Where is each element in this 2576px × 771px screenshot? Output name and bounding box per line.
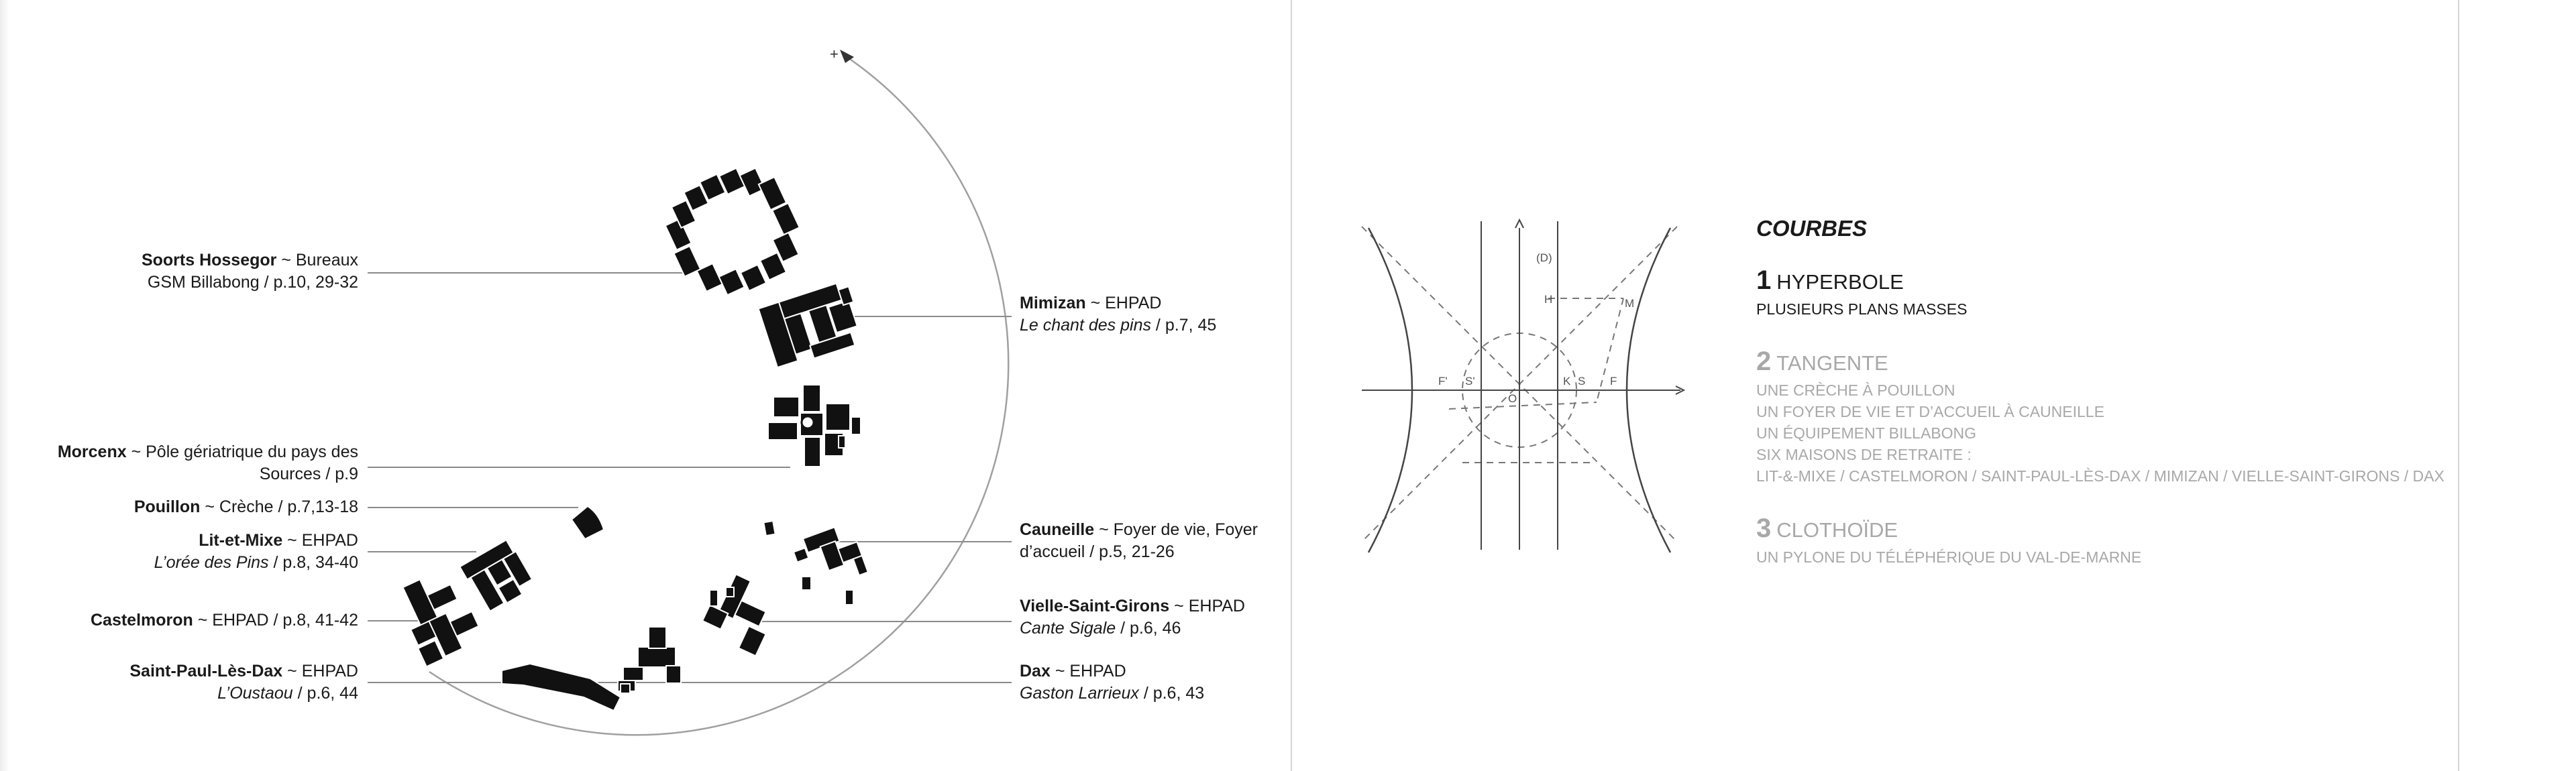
label-cauneille: Cauneille ~ Foyer de vie, Foyer d’accueil / p.5, 21-26 [1020, 520, 1258, 561]
plan-soorts-hossegor [651, 152, 815, 313]
label-saint-paul-les-dax: Saint-Paul-Lès-Dax ~ EHPAD L’Oustaou / p.6, 44 [129, 662, 358, 703]
label-lit-et-mixe: Lit-et-Mixe ~ EHPAD L’orée des Pins / p.8, 34-40 [154, 531, 358, 572]
curves-index [1756, 216, 2494, 595]
plan-morcenx [768, 385, 861, 467]
section-heading: TANGENTE [1776, 351, 1888, 375]
section-line: UNE CRÈCHE À POUILLON [1756, 381, 1955, 399]
label-morcenx: Morcenx ~ Pôle gériatrique du pays des Sources / p.9 [57, 442, 358, 483]
curves-title: COURBES [1756, 216, 1868, 241]
label-f-prime: F' [1438, 375, 1448, 388]
section-clothoide [1756, 514, 2494, 568]
plan-saint-paul-les-dax [502, 664, 621, 711]
arrangement-arc [429, 55, 1008, 735]
label-soorts-hossegor: Soorts Hossegor ~ Bureaux GSM Billabong / p.10, 29-32 [141, 251, 358, 292]
plan-dax [618, 627, 681, 691]
label-vielle-saint-girons: Vielle-Saint-Girons ~ EHPAD Cante Sigale / p.6, 46 [1020, 597, 1245, 638]
section-heading: HYPERBOLE [1776, 270, 1904, 294]
section-number: 3 [1756, 514, 1772, 543]
label-h: H [1544, 293, 1553, 306]
label-dax: Dax ~ EHPAD Gaston Larrieux / p.6, 43 [1020, 662, 1205, 703]
label-m: M [1625, 297, 1635, 310]
label-mimizan: Mimizan ~ EHPAD Le chant des pins / p.7, 45 [1020, 294, 1217, 335]
hyperbola-diagram [1362, 220, 1684, 552]
label-s-prime: S' [1465, 375, 1475, 388]
building-footprints [392, 152, 868, 711]
section-line: UN PYLONE DU TÉLÉPHÉRIQUE DU VAL-DE-MARNE [1756, 548, 2142, 566]
section-tangente [1756, 347, 2494, 487]
plan-vielle-saint-girons [698, 570, 784, 656]
label-d: (D) [1536, 251, 1552, 264]
label-o: O [1508, 392, 1517, 405]
label-k: K [1563, 375, 1571, 388]
section-line: SIX MAISONS DE RETRAITE : [1756, 446, 1972, 463]
section-hyperbole [1756, 265, 2494, 320]
label-castelmoron: Castelmoron ~ EHPAD / p.8, 41-42 [90, 611, 358, 630]
section-number: 1 [1756, 265, 1772, 295]
section-line: UN ÉQUIPEMENT BILLABONG [1756, 424, 1977, 442]
arc-start-marker: + [830, 46, 839, 62]
plan-castelmoron [392, 565, 485, 666]
section-line: UN FOYER DE VIE ET D’ACCUEIL À CAUNEILLE [1756, 403, 2104, 420]
section-number: 2 [1756, 347, 1772, 376]
label-f: F [1610, 375, 1617, 388]
label-s: S [1578, 375, 1586, 388]
section-heading: CLOTHOÏDE [1776, 518, 1898, 542]
plan-mimizan [759, 280, 867, 370]
plan-lit-et-mixe [460, 538, 536, 614]
section-line: LIT-&-MIXE / CASTELMORON / SAINT-PAUL-LÈS-DAX / MIMIZAN / VIELLE-SAINT-GIRONS / DAX [1756, 467, 2445, 485]
label-pouillon: Pouillon ~ Crèche / p.7,13-18 [133, 497, 358, 516]
section-line: PLUSIEURS PLANS MASSES [1756, 300, 1968, 318]
plan-pouillon [572, 506, 604, 539]
